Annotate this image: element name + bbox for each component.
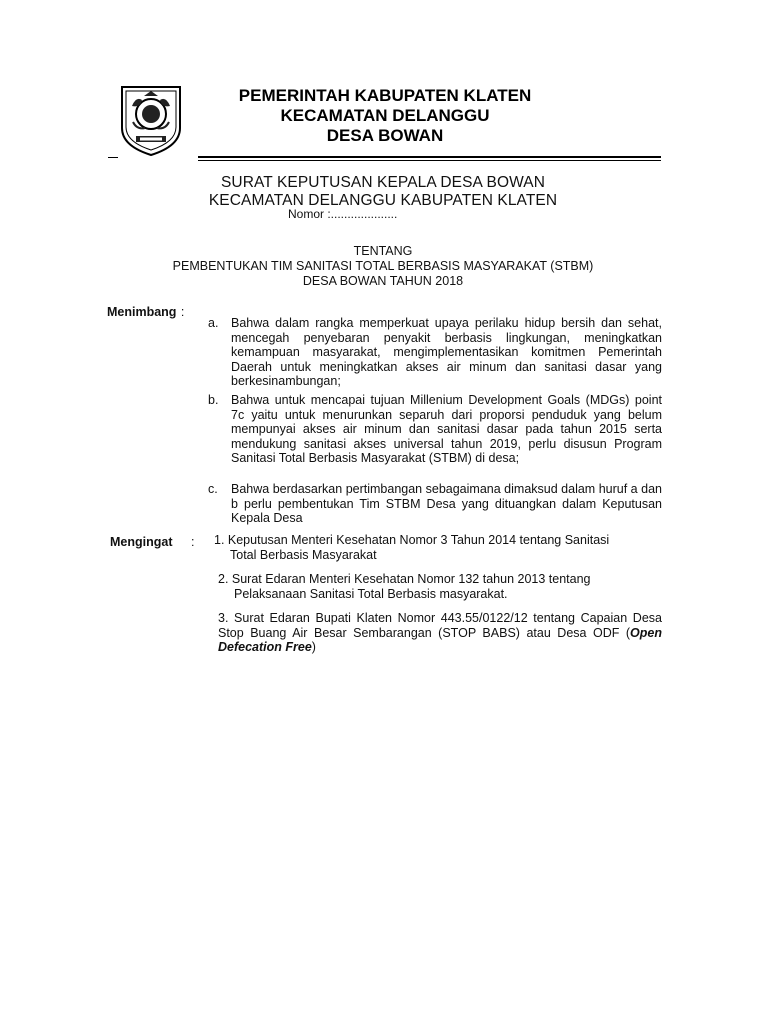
menimbang-heading bbox=[107, 303, 184, 321]
letterhead-divider-thin bbox=[198, 160, 661, 161]
menimbang-label: Menimbang bbox=[107, 305, 177, 319]
decree-title-line2: KECAMATAN DELANGGU KABUPATEN KLATEN bbox=[208, 192, 558, 209]
mengingat-item-1 bbox=[214, 533, 664, 562]
item-emphasis: Open Defecation Free bbox=[218, 625, 662, 654]
item-text-line2: Pelaksanaan Sanitasi Total Berbasis masyarakat. bbox=[234, 586, 508, 601]
item-text: Bahwa dalam rangka memperkuat upaya perilaku hidup bersih dan sehat, mencegah penyebaran penyakit berbasis lingkungan, meningkatkan kemampuan masyarakat, mengimplementasikan komitmen Pemerintah Daerah untuk meningkatkan akses air minum dan sanitasi dasar yang berkesinambungan; bbox=[231, 316, 662, 388]
decree-subject-line1: PEMBENTUKAN TIM SANITASI TOTAL BERBASIS MASYARAKAT (STBM) bbox=[172, 259, 594, 273]
decree-subject-line2: DESA BOWAN TAHUN 2018 bbox=[302, 274, 464, 288]
item-text-line1: 1. Keputusan Menteri Kesehatan Nomor 3 Tahun 2014 tentang Sanitasi bbox=[214, 533, 610, 547]
item-marker: b. bbox=[208, 393, 219, 407]
decree-number: Nomor :.................... bbox=[288, 207, 398, 221]
letterhead-divider-thick bbox=[198, 156, 661, 158]
item-text-line2: Total Berbasis Masyarakat bbox=[230, 547, 377, 562]
mengingat-item-3 bbox=[218, 611, 662, 655]
item-marker: c. bbox=[208, 482, 218, 496]
decree-title-line1: SURAT KEPUTUSAN KEPALA DESA BOWAN bbox=[220, 174, 545, 191]
item-text: Bahwa untuk mencapai tujuan Millenium Development Goals (MDGs) point 7c yaitu untuk menurunkan separuh dari proporsi penduduk yang belum mempunyai akses air minum dan sanitasi dasar pada tahun 2015 serta mendukung sanitasi akses universal tahun 2019, perlu disusun Program Sanitasi Total Berbasis Masyarakat (STBM) di desa; bbox=[231, 393, 662, 465]
menimbang-colon: : bbox=[180, 305, 185, 319]
letterhead-district: KECAMATAN DELANGGU bbox=[280, 106, 490, 125]
letterhead-government: PEMERINTAH KABUPATEN KLATEN bbox=[238, 86, 532, 105]
menimbang-item-a bbox=[208, 316, 662, 389]
mengingat-item-2 bbox=[218, 572, 664, 601]
menimbang-item-c bbox=[208, 482, 662, 526]
decree-about: TENTANG bbox=[353, 244, 413, 258]
mengingat-heading bbox=[110, 533, 194, 551]
letterhead-divider-short bbox=[108, 157, 118, 158]
item-text: Bahwa berdasarkan pertimbangan sebagaimana dimaksud dalam huruf a dan b perlu pembentukan Tim STBM Desa yang dituangkan dalam Keputusan Kepala Desa bbox=[231, 482, 662, 525]
mengingat-colon: : bbox=[190, 535, 195, 549]
mengingat-label: Mengingat bbox=[110, 535, 173, 549]
item-text: 3. Surat Edaran Bupati Klaten Nomor 443.55/0122/12 tentang Capaian Desa Stop Buang Air Besar Sembarangan (STOP BABS) atau Desa ODF ( bbox=[218, 611, 662, 640]
letterhead-village: DESA BOWAN bbox=[326, 126, 444, 145]
item-text-tail: ) bbox=[311, 640, 316, 654]
item-marker: a. bbox=[208, 316, 219, 330]
item-text-line1: 2. Surat Edaran Menteri Kesehatan Nomor 132 tahun 2013 tentang bbox=[218, 572, 591, 586]
menimbang-item-b bbox=[208, 393, 662, 466]
regency-crest-icon bbox=[118, 84, 184, 158]
